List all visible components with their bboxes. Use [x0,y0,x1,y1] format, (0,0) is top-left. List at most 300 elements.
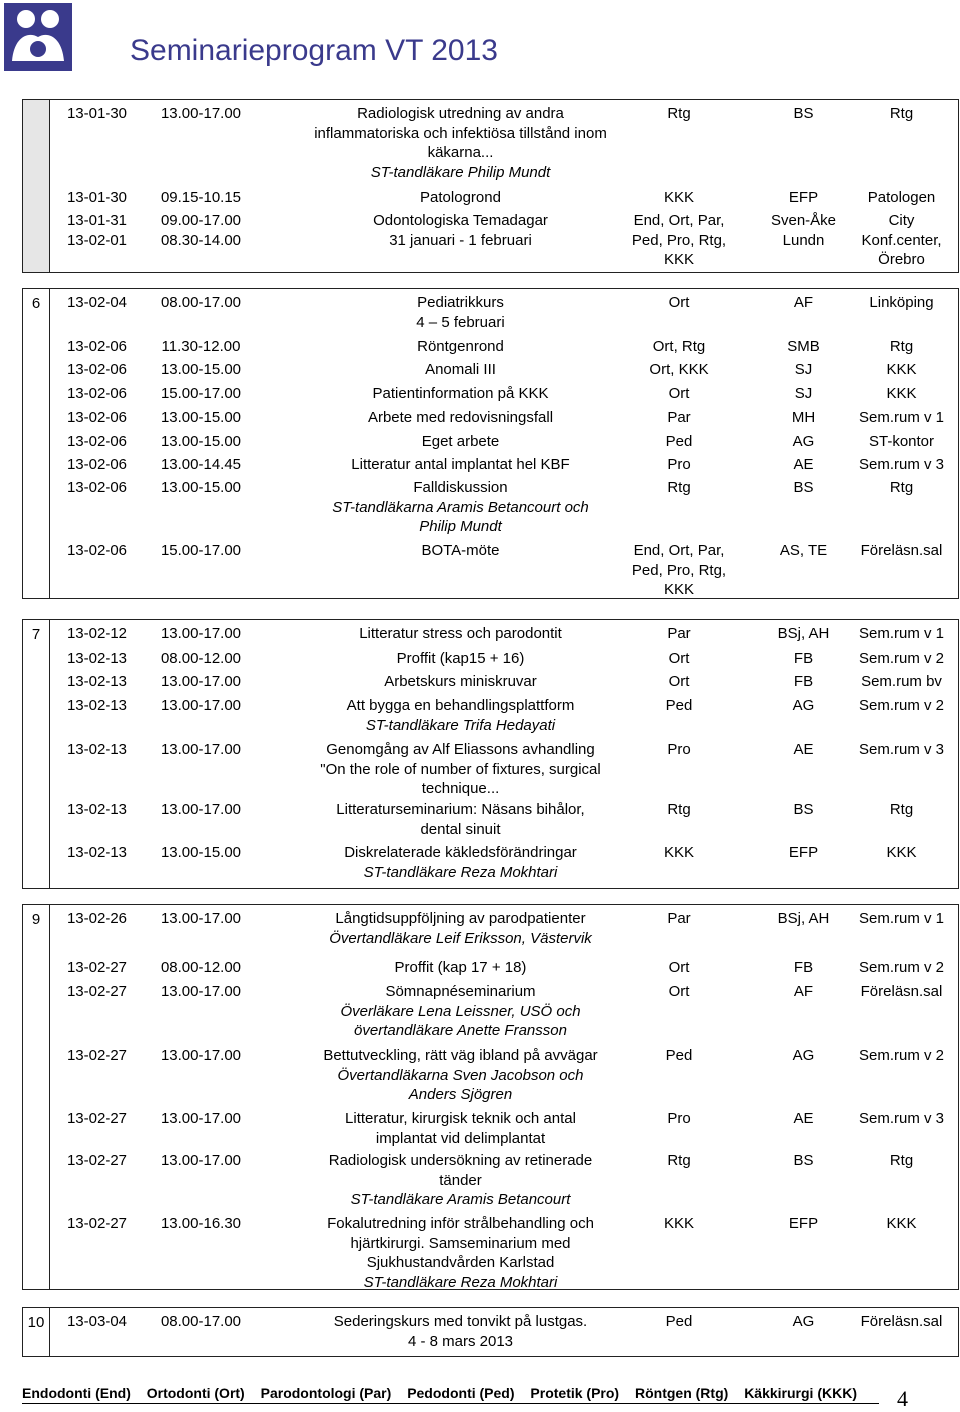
text-line: 13-02-27 [66,1047,128,1064]
text-line: Patologen [867,189,936,206]
week-column [23,289,50,598]
date-cell [52,293,142,313]
place-cell [843,104,960,124]
time-cell [146,800,256,820]
text-line: BSj, AH [777,910,830,927]
text-line: 13-02-13 [66,741,128,758]
leader-cell [767,649,840,669]
place-cell [843,337,960,357]
time-cell [146,1214,256,1234]
date-cell [52,696,142,716]
place-cell [843,740,960,760]
text-line: KKK [663,1215,694,1232]
text-line: KKK [663,189,694,206]
text-line: Rtg [667,105,691,122]
date-cell [52,104,142,124]
text-line: Eget arbete [421,433,500,450]
text-line: SMB [787,338,820,355]
text-line: 13-01-30 [66,189,128,206]
leader-cell [767,672,840,692]
leader-cell [767,1312,840,1332]
event-cell [248,1109,673,1148]
week-number: 6 [31,295,41,312]
text-line: Litteratur, kirurgisk teknik och antal [345,1110,576,1127]
text-line: KKK [886,361,917,378]
speaker-line: Anders Sjögren [408,1086,513,1103]
date-cell [52,909,142,929]
text-line: 13-02-06 [66,338,128,355]
time-cell [146,740,256,760]
text-line: käkarna... [427,144,494,161]
text-line: 13.00-15.00 [160,361,242,378]
legend-item: Röntgen (Rtg) [634,1385,729,1401]
event-cell [248,478,673,537]
text-line: BSj, AH [777,625,830,642]
leader-cell [767,541,840,561]
text-line: hjärtkirurgi. Samseminarium med [350,1234,571,1252]
text-line: Sömnapnéseminarium [385,983,536,1000]
text-line: FB [793,650,814,667]
text-line: Ped [665,1313,693,1330]
text-line: Linköping [869,294,934,311]
text-line: 13-02-13 [66,844,128,861]
time-cell [146,408,256,428]
event-cell [248,843,673,882]
text-line: 13.00-15.00 [160,479,242,496]
text-line: SJ [794,361,813,378]
time-cell [146,1151,256,1171]
date-cell [52,1214,142,1234]
text-line: 4 - 8 mars 2013 [407,1332,514,1350]
leader-cell [767,982,840,1002]
legend-item: Pedodonti (Ped) [407,1385,515,1401]
week-block [22,99,959,273]
text-line: KKK [886,1215,917,1232]
text-line: 13.00-17.00 [160,1110,242,1127]
text-line: Ped, Pro, Rtg, [631,561,727,579]
event-cell [248,541,673,561]
text-line: City [888,212,915,229]
text-line: dental sinuit [420,820,501,838]
text-line: Konf.center, [861,231,942,249]
text-line: Röntgenrond [417,338,504,355]
text-line: EFP [788,189,819,206]
time-cell [146,541,256,561]
event-cell [248,982,673,1041]
text-line: 13-02-06 [66,361,128,378]
text-line: Ort, KKK [649,361,709,378]
text-line: 13.00-15.00 [160,409,242,426]
text-line: Radiologisk undersökning av retinerade [328,1152,593,1169]
text-line: ST-kontor [868,433,935,450]
place-cell [843,293,960,313]
text-line: Arbetskurs miniskruvar [384,673,537,690]
time-cell [146,696,256,716]
text-line: Ped [665,433,693,450]
text-line: Rtg [667,801,691,818]
time-cell [146,455,256,475]
date-cell [52,1109,142,1129]
text-line: 13.00-17.00 [160,910,242,927]
text-line: Ort [668,294,690,311]
time-cell [146,188,256,208]
date-cell [52,455,142,475]
text-line: AG [792,697,815,714]
event-cell [248,958,673,978]
leader-cell [767,337,840,357]
text-line: Föreläsn.sal [860,983,943,1000]
text-line: 13.00-16.30 [160,1215,242,1232]
week-number: 10 [27,1314,45,1331]
text-line: FB [793,673,814,690]
date-cell [52,360,142,380]
event-cell [248,672,673,692]
leader-cell [767,211,840,250]
time-cell [146,624,256,644]
week-number: 7 [31,626,41,643]
text-line: Litteraturseminarium: Näsans bihålor, [336,801,585,818]
time-cell [146,982,256,1002]
text-line: Pro [667,456,691,473]
text-line: 13.00-17.00 [160,1152,242,1169]
date-cell [52,958,142,978]
text-line: AS, TE [779,542,828,559]
text-line: 13-01-30 [66,105,128,122]
place-cell [843,624,960,644]
text-line: EFP [788,1215,819,1232]
text-line: 13-02-13 [66,673,128,690]
text-line: 09.15-10.15 [160,189,242,206]
text-line: Pro [667,1110,691,1127]
text-line: Ped, Pro, Rtg, [631,231,727,249]
text-line: BS [793,801,814,818]
text-line: Pediatrikkurs [417,294,504,311]
text-line: AE [793,1110,814,1127]
text-line: 13-02-06 [66,385,128,402]
date-cell [52,649,142,669]
date-cell [52,541,142,561]
text-line: 13-02-27 [66,1152,128,1169]
date-cell [52,740,142,760]
date-cell [52,672,142,692]
text-line: FB [793,959,814,976]
text-line: Patologrond [420,189,501,206]
text-line: End, Ort, Par, [633,542,725,559]
legend [22,1385,879,1404]
speaker-line: ST-tandläkare Trifa Hedayati [365,716,556,734]
text-line: 13.00-14.45 [160,456,242,473]
text-line: Sem.rum v 2 [858,1047,945,1064]
text-line: SJ [794,385,813,402]
text-line: Diskrelaterade käkledsförändringar [344,844,577,861]
time-cell [146,649,256,669]
date-cell [52,188,142,208]
time-cell [146,672,256,692]
text-line: Sem.rum v 2 [858,697,945,714]
text-line: 13-02-13 [66,801,128,818]
place-cell [843,1046,960,1066]
text-line: Rtg [667,1152,691,1169]
speaker-line: Övertandläkare Leif Eriksson, Västervik [329,929,592,947]
time-cell [146,1046,256,1066]
text-line: Ort, Rtg [652,338,706,355]
text-line: 13-02-27 [66,1110,128,1127]
week-block [22,619,959,889]
speaker-line: ST-tandläkare Reza Mokhtari [363,863,558,881]
date-cell [52,843,142,863]
time-cell [146,1312,256,1332]
text-line: Fokalutredning inför strålbehandling och [327,1215,594,1232]
page-number: 4 [897,1386,908,1411]
event-cell [248,1046,673,1105]
text-line: 13-02-13 [66,650,128,667]
date-cell [52,211,142,250]
text-line: Par [667,409,691,426]
text-line: technique... [421,780,500,797]
week-block [22,904,959,1290]
leader-cell [767,1109,840,1129]
leader-cell [767,478,840,498]
leader-cell [767,293,840,313]
text-line: KKK [886,844,917,861]
text-line: AF [793,294,814,311]
speaker-line: ST-tandläkarna Aramis Betancourt och [332,498,589,516]
date-cell [52,408,142,428]
date-cell [52,1312,142,1332]
time-cell [146,843,256,863]
text-line: Ort [668,673,690,690]
text-line: Par [667,910,691,927]
text-line: Patientinformation på KKK [372,385,549,402]
text-line: 13-02-06 [66,409,128,426]
text-line: AE [793,741,814,758]
leader-cell [767,843,840,863]
text-line: 13.00-17.00 [160,1047,242,1064]
text-line: EFP [788,844,819,861]
text-line: "On the role of number of fixtures, surgical [320,760,601,778]
place-cell [843,478,960,498]
text-line: implantat vid delimplantat [375,1129,546,1147]
text-line: Ort [668,959,690,976]
event-cell [248,649,673,669]
text-line: Föreläsn.sal [860,542,943,559]
text-line: KKK [663,844,694,861]
speaker-line: ST-tandläkare Aramis Betancourt [350,1191,571,1208]
text-line: 13.00-17.00 [160,625,242,642]
place-cell [843,696,960,716]
text-line: Föreläsn.sal [860,1313,943,1330]
text-line: 15.00-17.00 [160,542,242,559]
text-line: Sem.rum v 2 [858,959,945,976]
text-line: 13.00-17.00 [160,741,242,758]
event-cell [248,1151,673,1210]
time-cell [146,1109,256,1129]
event-cell [248,360,673,380]
date-cell [52,384,142,404]
text-line: BS [793,1152,814,1169]
place-cell [843,360,960,380]
text-line: Sederingskurs med tonvikt på lustgas. [333,1313,588,1330]
event-cell [248,188,673,208]
place-cell [843,843,960,863]
leader-cell [767,384,840,404]
place-cell [843,958,960,978]
text-line: AG [792,1047,815,1064]
time-cell [146,293,256,313]
leader-cell [767,958,840,978]
text-line: 13-02-13 [66,697,128,714]
text-line: Sem.rum v 1 [858,910,945,927]
text-line: Rtg [889,479,914,496]
text-line: KKK [663,251,694,268]
text-line: Långtidsuppföljning av parodpatienter [335,910,586,927]
leader-cell [767,360,840,380]
leader-cell [767,1046,840,1066]
event-cell [248,455,673,475]
leader-cell [767,740,840,760]
text-line: 08.00-12.00 [160,959,242,976]
text-line: 13.00-15.00 [160,433,242,450]
time-cell [146,360,256,380]
event-cell [248,408,673,428]
place-cell [843,1312,960,1332]
place-cell [843,1151,960,1171]
date-cell [52,800,142,820]
text-line: AE [793,456,814,473]
place-cell [843,1214,960,1234]
place-cell [843,541,960,561]
leader-cell [767,1151,840,1171]
text-line: 13.00-17.00 [160,105,242,122]
text-line: Ort [668,385,690,402]
text-line: 13.00-15.00 [160,844,242,861]
text-line: Rtg [889,338,914,355]
text-line: Rtg [889,1152,914,1169]
legend-item: Endodonti (End) [22,1385,131,1401]
text-line: AG [792,433,815,450]
text-line: Lundn [782,231,825,249]
text-line: Falldiskussion [413,479,508,496]
legend-item: Käkkirurgi (KKK) [744,1385,857,1401]
event-cell [248,1214,673,1292]
place-cell [843,384,960,404]
text-line: Sjukhustandvården Karlstad [366,1254,555,1271]
event-cell [248,800,673,839]
leader-cell [767,696,840,716]
speaker-line: ST-tandläkare Reza Mokhtari [363,1273,558,1291]
speaker-line: Överläkare Lena Leissner, USÖ och [340,1002,581,1020]
text-line: BS [793,105,814,122]
text-line: Odontologiska Temadagar [373,212,548,229]
time-cell [146,384,256,404]
event-cell [248,696,673,735]
text-line: 13-02-12 [66,625,128,642]
time-cell [146,104,256,124]
text-line: BS [793,479,814,496]
text-line: End, Ort, Par, [633,212,725,229]
week-number: 9 [31,911,41,928]
text-line: 08.00-17.00 [160,294,242,311]
text-line: 13-02-06 [66,542,128,559]
text-line: Proffit (kap15 + 16) [396,650,525,667]
event-cell [248,432,673,452]
time-cell [146,432,256,452]
legend-item: Protetik (Pro) [530,1385,620,1401]
text-line: 13.00-17.00 [160,673,242,690]
text-line: Sem.rum v 3 [858,741,945,758]
text-line: 31 januari - 1 februari [389,231,532,249]
text-line: 09.00-17.00 [160,212,242,229]
time-cell [146,211,256,250]
event-cell [248,337,673,357]
text-line: Sem.rum bv [861,673,942,690]
week-column [23,1308,50,1356]
week-column [23,905,50,1289]
text-line: Ort [668,650,690,667]
text-line: Ped [665,697,693,714]
text-line: MH [791,409,816,426]
text-line: Rtg [889,105,914,122]
event-cell [248,624,673,644]
leader-cell [767,188,840,208]
text-line: AF [793,983,814,1000]
date-cell [52,982,142,1002]
text-line: AG [792,1313,815,1330]
date-cell [52,478,142,498]
legend-item: Ortodonti (Ort) [146,1385,245,1401]
text-line: Sem.rum v 3 [858,456,945,473]
place-cell [843,455,960,475]
text-line: Proffit (kap 17 + 18) [394,959,527,976]
text-line: Ort [668,983,690,1000]
week-block [22,1307,959,1357]
text-line: 13-02-27 [66,983,128,1000]
speaker-line: Övertandläkarna Sven Jacobson och [337,1066,584,1084]
text-line: 13-02-06 [66,433,128,450]
text-line: Sem.rum v 3 [858,1110,945,1127]
place-cell [843,408,960,428]
text-line: 13-03-04 [66,1313,128,1330]
text-line: Rtg [889,801,914,818]
text-line: Rtg [667,479,691,496]
text-line: Litteratur antal implantat hel KBF [351,456,570,473]
text-line: 13-02-04 [66,294,128,311]
place-cell [843,211,960,270]
text-line: 13-02-01 [66,231,128,249]
text-line: Radiologisk utredning av andra [357,105,564,122]
text-line: 15.00-17.00 [160,385,242,402]
text-line: Ped [665,1047,693,1064]
event-cell [248,740,673,799]
text-line: 13-02-26 [66,910,128,927]
leader-cell [767,455,840,475]
place-cell [843,982,960,1002]
text-line: Sem.rum v 1 [858,625,945,642]
week-block [22,288,959,599]
event-cell [248,104,673,182]
week-column [23,620,50,888]
speaker-line: Philip Mundt [419,518,502,535]
text-line: tänder [439,1171,482,1189]
speaker-line: övertandläkare Anette Fransson [354,1022,567,1039]
place-cell [843,188,960,208]
text-line: 08.00-17.00 [160,1313,242,1330]
leader-cell [767,408,840,428]
event-cell [248,293,673,332]
date-cell [52,432,142,452]
date-cell [52,624,142,644]
place-cell [843,800,960,820]
